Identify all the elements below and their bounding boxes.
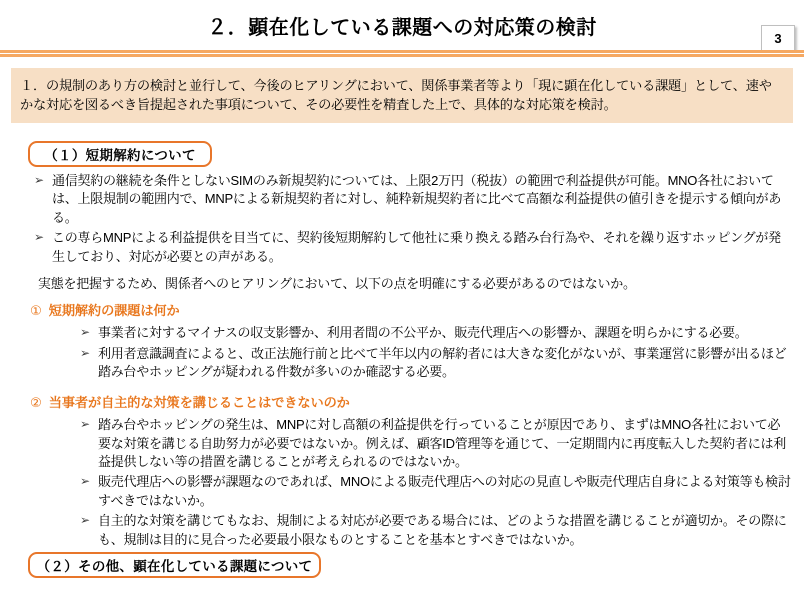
arrow-bullet-icon: ➢	[80, 345, 90, 360]
bullet-text: この専らMNPによる利益提供を目当てに、契約後短期解約して他社に乗り換える踏み台行為や、それを繰り返すホッピングが発生しており、対応が必要との声がある。	[52, 230, 781, 264]
numbered-heading-label: 当事者が自主的な対策を講じることはできないのか	[48, 394, 350, 410]
bullet-text: 通信契約の継続を条件としないSIMのみ新規契約については、上限2万円（税抜）の範囲で利益提供が可能。MNO各社においては、上限規制の範囲内で、MNPによる新規契約者に対し、純粋新規契約者に比べて高額な利益提供の値引きを提示する傾向がある。	[52, 173, 782, 225]
section-heading-1: （１）短期解約について	[28, 141, 212, 167]
arrow-bullet-icon: ➢	[34, 173, 44, 187]
header-divider	[0, 50, 804, 57]
bullet-text: 踏み台やホッピングの発生は、MNPに対し高額の利益提供を行っていることが原因であり、まずはMNO各社において必要な対策を講じる自助努力が必要ではないか。例えば、顧客ID管理等を通じて、一定期間内に再度転入した契約者には利益提供しない等の措置を講じることが考えられるのではないか。	[98, 417, 786, 469]
slide-body	[0, 172, 804, 551]
bullet-item	[32, 229, 792, 266]
intro-callout: １．の規制のあり方の検討と並行して、今後のヒアリングにおいて、関係事業者等より「現に顕在化している課題」として、速やかな対応を図るべき旨提起された事項について、その必要性を精査した上で、具体的な対応策を検討。	[11, 68, 793, 123]
arrow-bullet-icon: ➢	[80, 417, 90, 432]
bullet-item	[78, 345, 792, 382]
bullet-item	[32, 172, 792, 227]
number-marker-icon: ①	[30, 302, 42, 318]
bullet-text: 販売代理店への影響が課題なのであれば、MNOによる販売代理店への対応の見直しや販売代理店自身による対策等も検討すべきではないか。	[98, 474, 791, 508]
arrow-bullet-icon: ➢	[80, 474, 90, 489]
arrow-bullet-icon: ➢	[80, 513, 90, 528]
page-number-badge: 3	[761, 25, 795, 51]
number-marker-icon: ②	[30, 394, 42, 410]
numbered-heading-2	[30, 394, 792, 412]
bullet-item	[78, 416, 792, 471]
arrow-bullet-icon: ➢	[34, 230, 44, 245]
bullet-item	[78, 512, 792, 549]
numbered-heading-1	[30, 302, 792, 320]
bullet-text: 自主的な対策を講じてもなお、規制による対応が必要である場合には、どのような措置を講じることが適切か。その際にも、規制は目的に見合った必要最小限なものとすることを基本とすべきではないか。	[98, 513, 787, 547]
bullet-item	[78, 324, 792, 342]
numbered-heading-label: 短期解約の課題は何か	[48, 302, 180, 318]
bullet-text: 利用者意識調査によると、改正法施行前と比べて半年以内の解約者には大きな変化がないが、事業運営に影響が出るほど踏み台やホッピングが疑われる件数が多いのか確認する必要。	[98, 345, 787, 380]
arrow-bullet-icon: ➢	[80, 325, 90, 340]
divider-line-bottom	[0, 54, 804, 57]
lead-paragraph: 実態を把握するため、関係者へのヒアリングにおいて、以下の点を明確にする必要があるのではないか。	[38, 276, 636, 292]
slide-header	[0, 0, 804, 50]
page-title: ２．顕在化している課題への対応策の検討	[207, 17, 597, 39]
section-spacer	[0, 384, 804, 389]
bullet-text: 事業者に対するマイナスの収支影響か、利用者間の不公平か、販売代理店への影響か、課題を明らかにする必要。	[98, 325, 748, 341]
section-heading-2: （２）その他、顕在化している課題について	[28, 552, 321, 578]
bullet-item	[78, 473, 792, 510]
